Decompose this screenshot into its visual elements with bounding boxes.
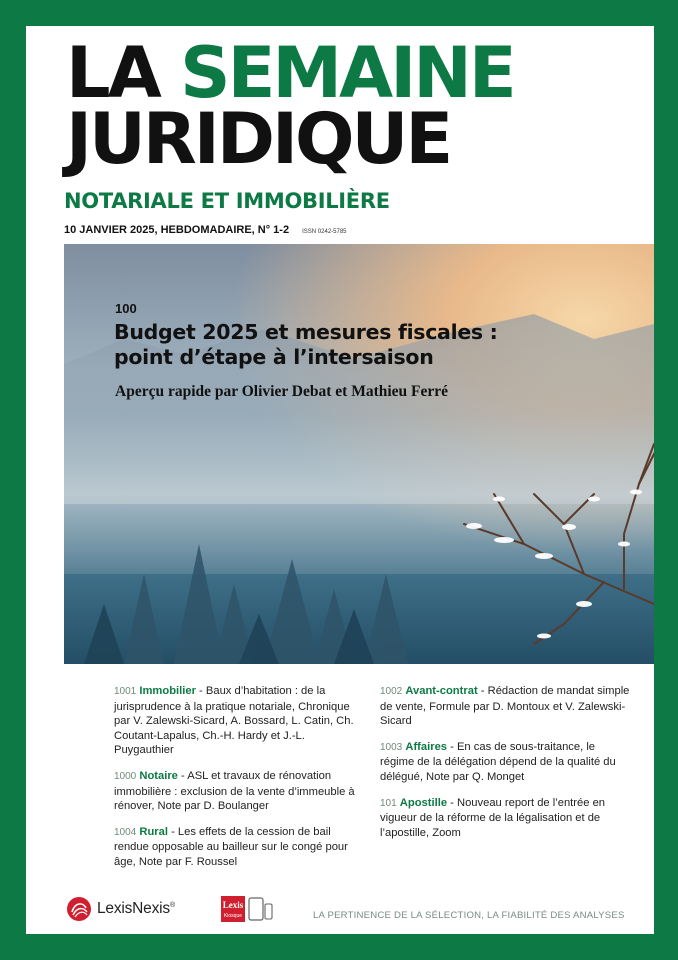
- publication-subtitle: NOTARIALE ET IMMOBILIÈRE: [64, 189, 390, 213]
- publisher-name: [97, 900, 175, 918]
- entry-category: Avant-contrat: [405, 685, 478, 697]
- summary-entry[interactable]: [114, 684, 362, 758]
- winter-landscape-illustration: [64, 244, 654, 664]
- feature-number: 100: [115, 301, 137, 316]
- entry-number: 1002: [380, 686, 403, 697]
- title-line-1: [66, 32, 514, 114]
- registered-mark: ®: [169, 901, 175, 909]
- summary-entry[interactable]: [114, 769, 362, 814]
- entry-number: 1004: [114, 826, 137, 838]
- publisher-wordmark: LexisNexis: [97, 900, 170, 917]
- issue-date: 10 JANVIER 2025, HEBDOMADAIRE, N° 1-2: [64, 224, 290, 236]
- entry-category: Apostille: [399, 796, 448, 809]
- summary-entry[interactable]: [380, 796, 630, 841]
- lexis-kiosque-badge[interactable]: [221, 896, 273, 927]
- entry-text: - Rédaction de mandat simple de vente, Formule par D. Montoux et V. Zalewski-Sicard: [380, 685, 630, 728]
- kiosque-devices-icon: [221, 896, 273, 922]
- feature-headline: [114, 320, 574, 370]
- entry-text: - Nouveau report de l’entrée en vigueur de la réforme de la légalisation et de l’apostille, Zoom: [380, 796, 606, 839]
- magazine-cover: [26, 26, 654, 934]
- entry-text: - ASL et travaux de rénovation immobilière : exclusion de la vente d’immeuble à rénover, Note par D. Boulanger: [114, 769, 355, 813]
- entry-category: Rural: [139, 825, 168, 838]
- entry-category: Immobilier: [139, 685, 196, 697]
- summary-entry[interactable]: [380, 684, 630, 729]
- title-semaine: SEMAINE: [180, 32, 514, 114]
- masthead: [66, 32, 514, 180]
- entry-number: 1003: [380, 741, 403, 753]
- issue-line: [64, 224, 347, 236]
- entry-number: 1001: [114, 686, 137, 697]
- entry-category: Notaire: [139, 769, 178, 782]
- entry-text: - En cas de sous-traitance, le régime de la délégation dépend de la qualité du délégué, Note par Q. Monget: [380, 740, 616, 783]
- cover-image: [64, 244, 654, 664]
- tagline: LA PERTINENCE DE LA SÉLECTION, LA FIABILITÉ DES ANALYSES: [313, 910, 625, 921]
- lexisnexis-logo: [66, 896, 175, 922]
- summary-column-left: [114, 684, 362, 881]
- title-juridique: JURIDIQUE: [66, 98, 451, 180]
- entry-text: - Baux d’habitation : de la jurisprudence à la pratique notariale, Chronique par V. Zalewski-Sicard, A. Bossard, L. Catin, Ch. Coutant-Lapalus, Ch.-H. Hardy et J.-L. Puygauthier: [114, 685, 354, 757]
- kiosque-label-line-2: Kiosque: [223, 913, 243, 919]
- entry-category: Affaires: [405, 740, 448, 753]
- feature-headline-line-2: point d’étape à l’intersaison: [114, 345, 434, 369]
- summary-column-right: [380, 684, 630, 851]
- entry-number: 1000: [114, 770, 137, 782]
- feature-byline: Aperçu rapide par Olivier Debat et Mathieu Ferré: [115, 383, 449, 400]
- summary-entry[interactable]: [114, 825, 362, 870]
- entry-number: 101: [380, 797, 397, 809]
- entry-text: - Les effets de la cession de bail rendue opposable au bailleur sur le congé pour âge, Note par F. Roussel: [114, 825, 348, 868]
- lexisnexis-swirl-icon: [66, 896, 92, 922]
- summary-entry[interactable]: [380, 740, 630, 785]
- feature-headline-line-1: Budget 2025 et mesures fiscales :: [114, 320, 498, 344]
- issn: ISSN 0242-5785: [302, 229, 347, 235]
- title-la: LA: [66, 32, 159, 114]
- kiosque-label-line-1: Lexis: [222, 900, 244, 910]
